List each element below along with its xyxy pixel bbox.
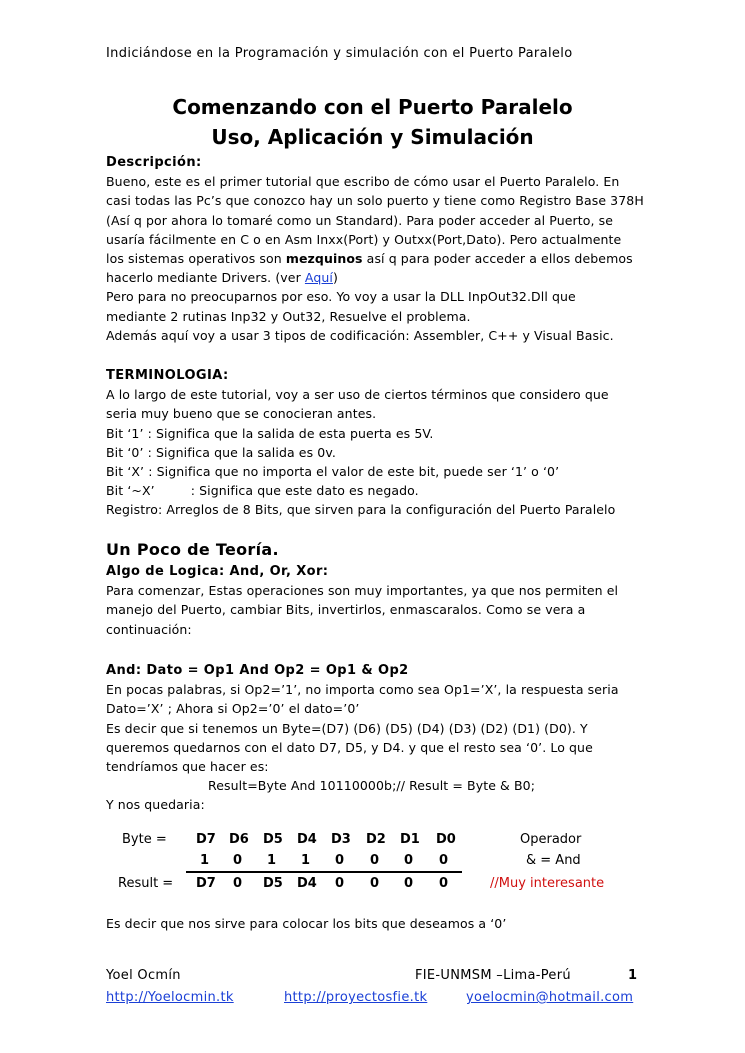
footer-email-link[interactable]: yoelocmin@hotmail.com — [466, 990, 634, 1005]
desc-line: (Así q por ahora lo tomaré como un Standard). Para poder acceder al Puerto, se — [106, 212, 614, 228]
desc-text: los sistemas operativos son — [106, 251, 286, 267]
footer-link-proyectosfie[interactable]: http://proyectosfie.tk — [284, 990, 428, 1005]
terminology-heading: TERMINOLOGIA: — [106, 368, 229, 383]
term-text: : Significa que este dato es negado. — [190, 483, 419, 499]
mask-cell: 0 — [233, 853, 243, 868]
row-label-result: Result = — [118, 876, 174, 891]
page-header: Indiciándose en la Programación y simulación con el Puerto Paralelo — [106, 46, 573, 61]
footer-author: Yoel Ocmín — [106, 968, 181, 983]
mask-cell: 0 — [404, 853, 414, 868]
mask-cell: 0 — [439, 853, 449, 868]
bit-cell: D0 — [436, 832, 456, 847]
row-label-byte: Byte = — [122, 832, 167, 847]
desc-text: hacerlo mediante Drivers. (ver — [106, 270, 305, 286]
term-line — [106, 481, 651, 500]
and-line: Es decir que si tenemos un Byte=(D7) (D6) (D5) (D4) (D3) (D2) (D1) (D0). Y — [106, 720, 588, 736]
bit-cell: D5 — [263, 832, 283, 847]
bit-cell: D4 — [297, 832, 317, 847]
aqui-link[interactable]: Aquí — [304, 270, 333, 286]
term-line: A lo largo de este tutorial, voy a ser uso de ciertos términos que considero que — [106, 387, 609, 403]
term-line: Bit ‘X’ : Significa que no importa el valor de este bit, puede ser ‘1’ o ‘0’ — [106, 464, 560, 480]
bit-cell: D7 — [196, 832, 216, 847]
and-note: & = And — [526, 853, 581, 868]
table-divider — [186, 871, 462, 873]
bit-cell: D1 — [400, 832, 420, 847]
operator-note: Operador — [520, 832, 582, 847]
result-cell: 0 — [233, 876, 243, 891]
result-cell: 0 — [439, 876, 449, 891]
mask-cell: 1 — [267, 853, 277, 868]
term-line: seria muy bueno que se conocieran antes. — [106, 406, 377, 422]
and-line: tendríamos que hacer es: — [106, 759, 269, 775]
footer-org: FIE-UNMSM –Lima-Perú — [415, 968, 571, 983]
description-heading: Descripción: — [106, 155, 202, 170]
theory-line: manejo del Puerto, cambiar Bits, invertirlos, enmascaralos. Como se vera a — [106, 602, 586, 618]
and-line: queremos quedarnos con el dato D7, D5, y D4. y que el resto sea ‘0’. Lo que — [106, 739, 593, 755]
and-line: Dato=’X’ ; Ahora si Op2=’0’ el dato=’0’ — [106, 701, 360, 717]
and-line: Y nos quedaria: — [106, 797, 205, 813]
desc-text: ) — [332, 270, 338, 286]
theory-subheading: Algo de Logica: And, Or, Xor: — [106, 564, 329, 579]
doc-subtitle: Uso, Aplicación y Simulación — [211, 125, 534, 149]
term-line: Bit ‘0’ : Significa que la salida es 0v. — [106, 444, 336, 460]
desc-line: mediante 2 rutinas Inp32 y Out32, Resuelve el problema. — [106, 308, 471, 324]
desc-line: Bueno, este es el primer tutorial que escribo de cómo usar el Puerto Paralelo. En — [106, 174, 620, 190]
and-line: En pocas palabras, si Op2=’1’, no importa como sea Op1=’X’, la respuesta seria — [106, 682, 619, 698]
closing-line: Es decir que nos sirve para colocar los bits que deseamos a ‘0’ — [106, 916, 507, 931]
doc-title: Comenzando con el Puerto Paralelo — [172, 95, 573, 119]
term-line: Bit ‘1’ : Significa que la salida de esta puerta es 5V. — [106, 425, 434, 441]
page-number: 1 — [628, 968, 638, 983]
mask-cell: 1 — [200, 853, 210, 868]
desc-line — [106, 249, 651, 268]
terminology-section — [106, 366, 651, 520]
theory-section — [106, 538, 651, 639]
bit-cell: D6 — [229, 832, 249, 847]
desc-line: usaría fácilmente en C o en Asm Inxx(Port) y Outxx(Port,Dato). Pero actualmente — [106, 231, 622, 247]
theory-line: continuación: — [106, 621, 192, 637]
desc-line: Pero para no preocuparnos por eso. Yo voy a usar la DLL InpOut32.Dll que — [106, 289, 576, 305]
footer-link-yoelocmin[interactable]: http://Yoelocmin.tk — [106, 990, 234, 1005]
theory-heading: Un Poco de Teoría. — [106, 540, 279, 559]
result-cell: D4 — [297, 876, 317, 891]
bit-cell: D2 — [366, 832, 386, 847]
result-cell: D5 — [263, 876, 283, 891]
term-text: Bit ‘~X’ — [106, 483, 155, 499]
desc-text: así q para poder acceder a ellos debemos — [362, 251, 633, 267]
term-line: Registro: Arreglos de 8 Bits, que sirven para la configuración del Puerto Paralelo — [106, 502, 616, 518]
mask-cell: 1 — [301, 853, 311, 868]
and-section — [106, 661, 651, 815]
result-cell: 0 — [404, 876, 414, 891]
desc-line — [106, 268, 651, 287]
mask-cell: 0 — [335, 853, 345, 868]
description-section — [106, 153, 651, 345]
desc-line: Además aquí voy a usar 3 tipos de codificación: Assembler, C++ y Visual Basic. — [106, 327, 614, 343]
bold-term: mezquinos — [285, 251, 363, 267]
and-heading: And: Dato = Op1 And Op2 = Op1 & Op2 — [106, 663, 409, 678]
result-cell: 0 — [370, 876, 380, 891]
theory-line: Para comenzar, Estas operaciones son muy importantes, ya que nos permiten el — [106, 583, 619, 599]
result-cell: 0 — [335, 876, 345, 891]
result-cell: D7 — [196, 876, 216, 891]
mask-cell: 0 — [370, 853, 380, 868]
closing-section — [106, 914, 651, 933]
bit-cell: D3 — [331, 832, 351, 847]
code-line: Result=Byte And 10110000b;// Result = Byte & B0; — [208, 778, 536, 794]
desc-line: casi todas las Pc’s que conozco hay un solo puerto y tiene como Registro Base 378H — [106, 193, 644, 209]
comment-note: //Muy interesante — [490, 876, 605, 891]
